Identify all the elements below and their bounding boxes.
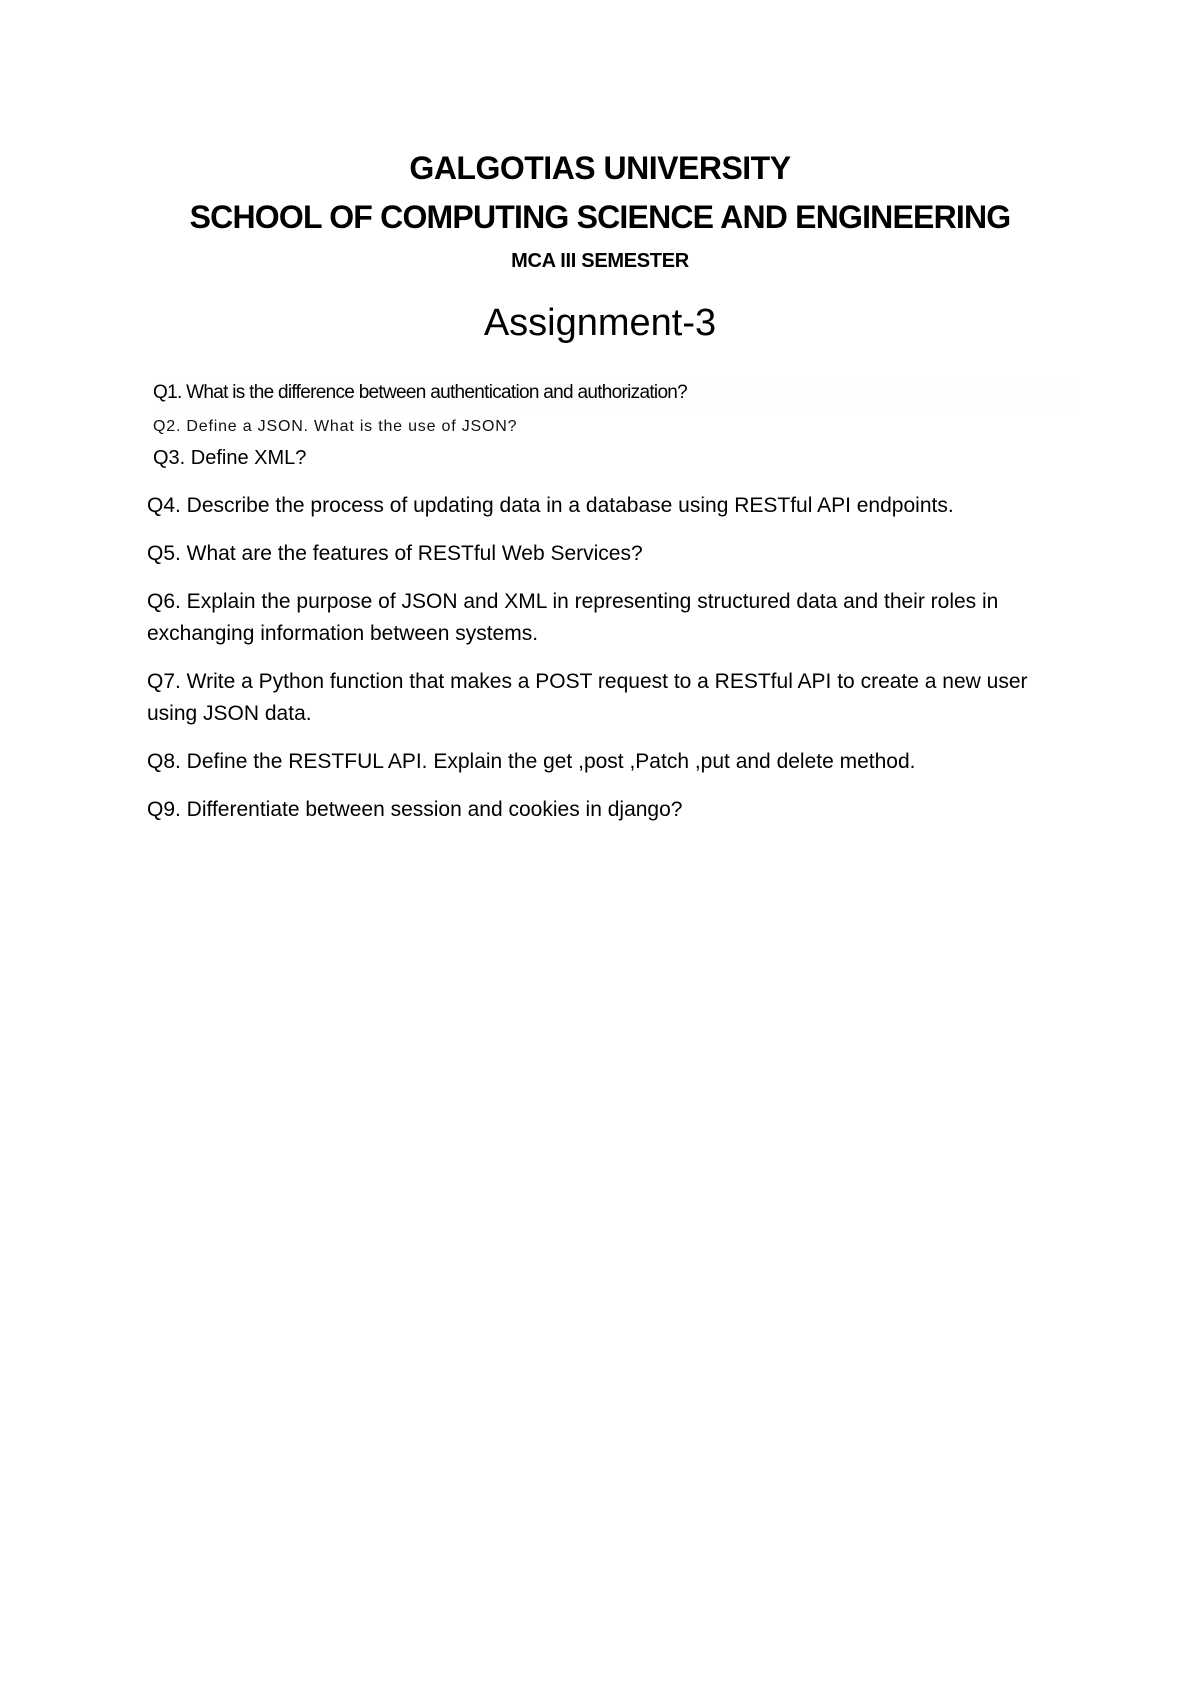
question-5: Q5. What are the features of RESTful Web Services? bbox=[147, 542, 643, 565]
university-name: GALGOTIAS UNIVERSITY bbox=[409, 150, 791, 186]
question-8: Q8. Define the RESTFUL API. Explain the get ,post ,Patch ,put and delete method. bbox=[147, 750, 916, 773]
question-6: Q6. Explain the purpose of JSON and XML in representing structured data and their roles in exchanging information between systems. bbox=[147, 590, 999, 645]
semester-label: MCA III SEMESTER bbox=[511, 250, 689, 272]
school-name: SCHOOL OF COMPUTING SCIENCE AND ENGINEERING bbox=[189, 199, 1011, 235]
assignment-title: Assignment-3 bbox=[483, 302, 717, 344]
question-7: Q7. Write a Python function that makes a POST request to a RESTful API to create a new user using JSON data. bbox=[147, 670, 1028, 725]
question-9: Q9. Differentiate between session and cookies in django? bbox=[147, 798, 683, 821]
question-2: Q2. Define a JSON. What is the use of JSON? bbox=[153, 418, 518, 435]
question-4: Q4. Describe the process of updating data in a database using RESTful API endpoints. bbox=[147, 494, 954, 517]
question-1: Q1. What is the difference between authentication and authorization? bbox=[153, 377, 1073, 409]
question-3: Q3. Define XML? bbox=[153, 447, 307, 469]
